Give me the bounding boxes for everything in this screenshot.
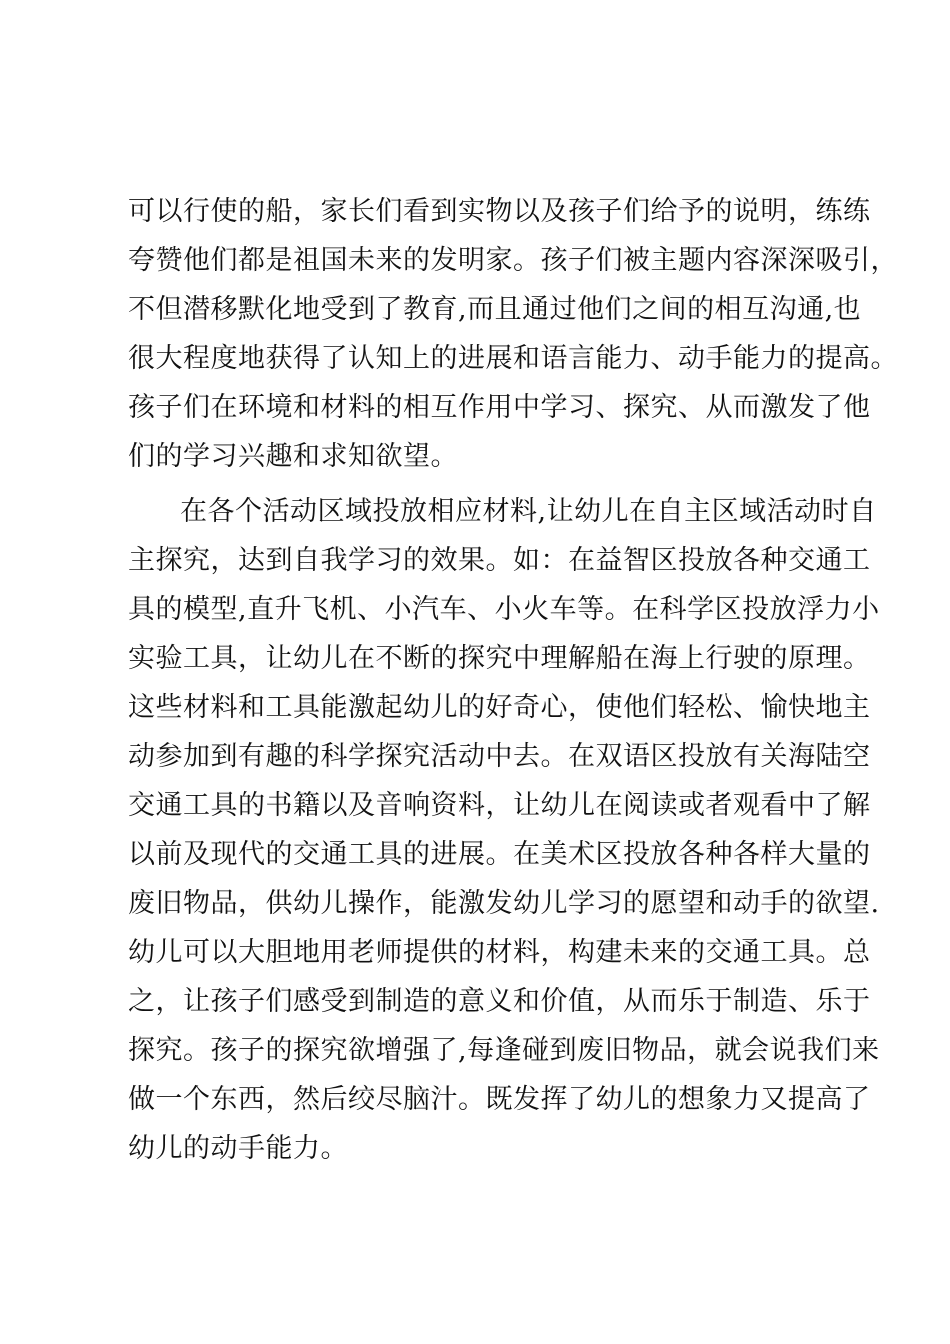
paragraph-line: 实验工具，让幼儿在不断的探究中理解船在海上行驶的原理。 bbox=[128, 643, 871, 674]
paragraph-line: 以前及现代的交通工具的进展。在美术区投放各种各样大量的 bbox=[128, 839, 871, 870]
paragraph-line: 废旧物品，供幼儿操作，能激发幼儿学习的愿望和动手的欲望. bbox=[128, 888, 880, 919]
paragraph-1 bbox=[128, 187, 898, 481]
paragraph-line: 幼儿可以大胆地用老师提供的材料，构建未来的交通工具。总 bbox=[128, 937, 871, 968]
paragraph-line: 们的学习兴趣和求知欲望。 bbox=[128, 441, 458, 472]
paragraph-line: 交通工具的书籍以及音响资料，让幼儿在阅读或者观看中了解 bbox=[128, 790, 871, 821]
paragraph-line: 很大程度地获得了认知上的进展和语言能力、动手能力的提高。 bbox=[128, 343, 898, 374]
paragraph-line: 不但潜移默化地受到了教育,而且通过他们之间的相互沟通,也 bbox=[128, 294, 862, 325]
paragraph-line: 夸赞他们都是祖国未来的发明家。孩子们被主题内容深深吸引， bbox=[128, 245, 898, 276]
paragraph-line: 孩子们在环境和材料的相互作用中学习、探究、从而激发了他 bbox=[128, 392, 871, 423]
paragraph-line: 主探究，达到自我学习的效果。如：在益智区投放各种交通工 bbox=[128, 545, 871, 576]
paragraph-line: 动参加到有趣的科学探究活动中去。在双语区投放有关海陆空 bbox=[128, 741, 871, 772]
paragraph-line: 具的模型,直升飞机、小汽车、小火车等。在科学区投放浮力小 bbox=[128, 594, 880, 625]
paragraph-line: 做一个东西，然后绞尽脑汁。既发挥了幼儿的想象力又提高了 bbox=[128, 1084, 871, 1115]
paragraph-line: 探究。孩子的探究欲增强了,每逢碰到废旧物品，就会说我们来 bbox=[128, 1035, 880, 1066]
paragraph-line: 幼儿的动手能力。 bbox=[128, 1133, 348, 1164]
paragraph-line: 这些材料和工具能激起幼儿的好奇心，使他们轻松、愉快地主 bbox=[128, 692, 871, 723]
paragraph-line: 之，让孩子们感受到制造的意义和价值，从而乐于制造、乐于 bbox=[128, 986, 871, 1017]
paragraph-line: 可以行使的船，家长们看到实物以及孩子们给予的说明，练练 bbox=[128, 196, 871, 227]
paragraph-2 bbox=[128, 487, 880, 1173]
paragraph-line: 在各个活动区域投放相应材料,让幼儿在自主区域活动时自 bbox=[180, 496, 877, 527]
